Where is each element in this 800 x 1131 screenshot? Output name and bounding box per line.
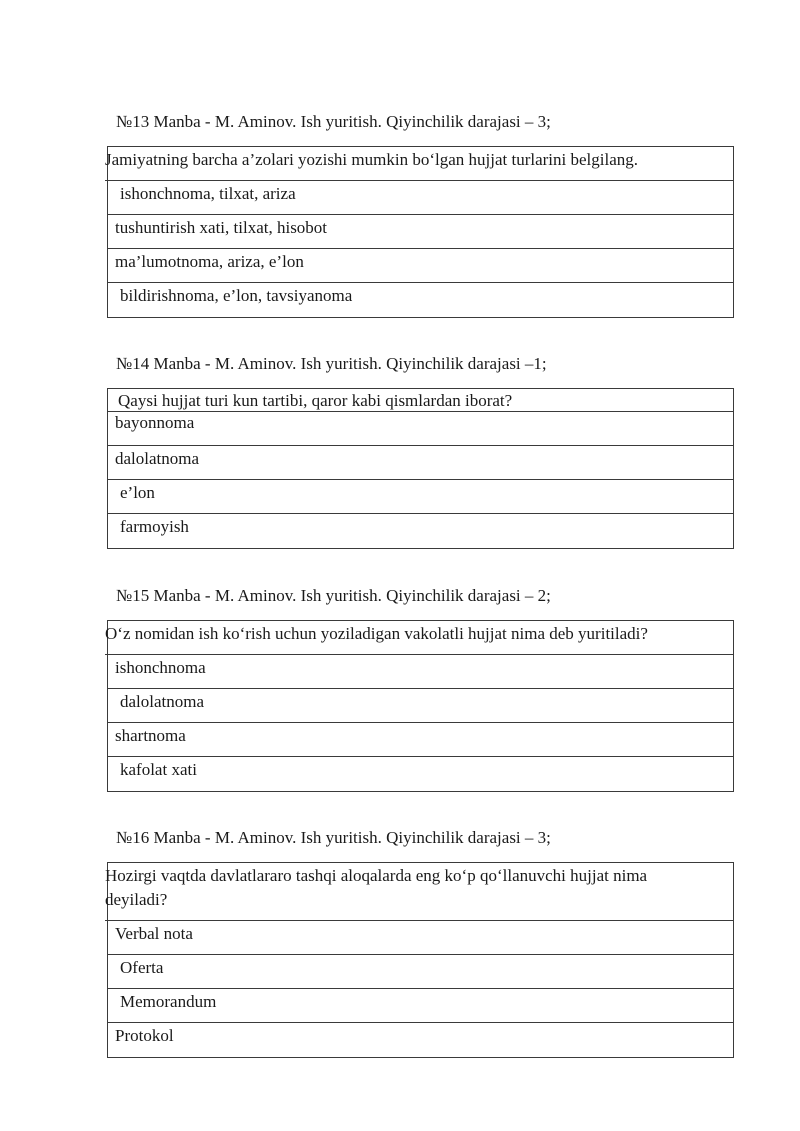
question-text: Hozirgi vaqtda davlatlararo tashqi aloqalarda eng ko‘p qo‘llanuvchi hujjat nima deyiladi? [105, 863, 733, 921]
answer-option: ma’lumotnoma, ariza, e’lon [108, 249, 733, 283]
answer-option: shartnoma [108, 723, 733, 757]
answer-option: ishonchnoma, tilxat, ariza [108, 181, 733, 215]
question-heading: №13 Manba - M. Aminov. Ish yuritish. Qiyinchilik darajasi – 3; [116, 112, 551, 131]
question-text: Jamiyatning barcha a’zolari yozishi mumkin bo‘lgan hujjat turlarini belgilang. [105, 147, 733, 181]
question-text: Qaysi hujjat turi kun tartibi, qaror kabi qismlardan iborat? [108, 389, 733, 412]
answer-option: Verbal nota [108, 921, 733, 955]
question-table [107, 146, 734, 318]
answer-option: e’lon [108, 480, 733, 514]
answer-option: farmoyish [120, 517, 189, 536]
answer-option: Oferta [108, 955, 733, 989]
question-table [107, 388, 734, 549]
answer-option: dalolatnoma [108, 446, 733, 480]
answer-option: bildirishnoma, e’lon, tavsiyanoma [120, 286, 353, 305]
question-heading: №16 Manba - M. Aminov. Ish yuritish. Qiyinchilik darajasi – 3; [116, 828, 551, 847]
question-table [107, 620, 734, 792]
answer-option: bayonnoma [108, 412, 733, 446]
answer-option: dalolatnoma [108, 689, 733, 723]
answer-option: Memorandum [108, 989, 733, 1023]
answer-option: ishonchnoma [108, 655, 733, 689]
answer-option: kafolat xati [120, 760, 197, 779]
question-table [107, 862, 734, 1058]
question-text: O‘z nomidan ish ko‘rish uchun yoziladigan vakolatli hujjat nima deb yuritiladi? [105, 621, 733, 655]
answer-option: tushuntirish xati, tilxat, hisobot [108, 215, 733, 249]
question-heading: №14 Manba - M. Aminov. Ish yuritish. Qiyinchilik darajasi –1; [116, 354, 547, 373]
answer-option: Protokol [115, 1026, 174, 1045]
question-heading: №15 Manba - M. Aminov. Ish yuritish. Qiyinchilik darajasi – 2; [116, 586, 551, 605]
